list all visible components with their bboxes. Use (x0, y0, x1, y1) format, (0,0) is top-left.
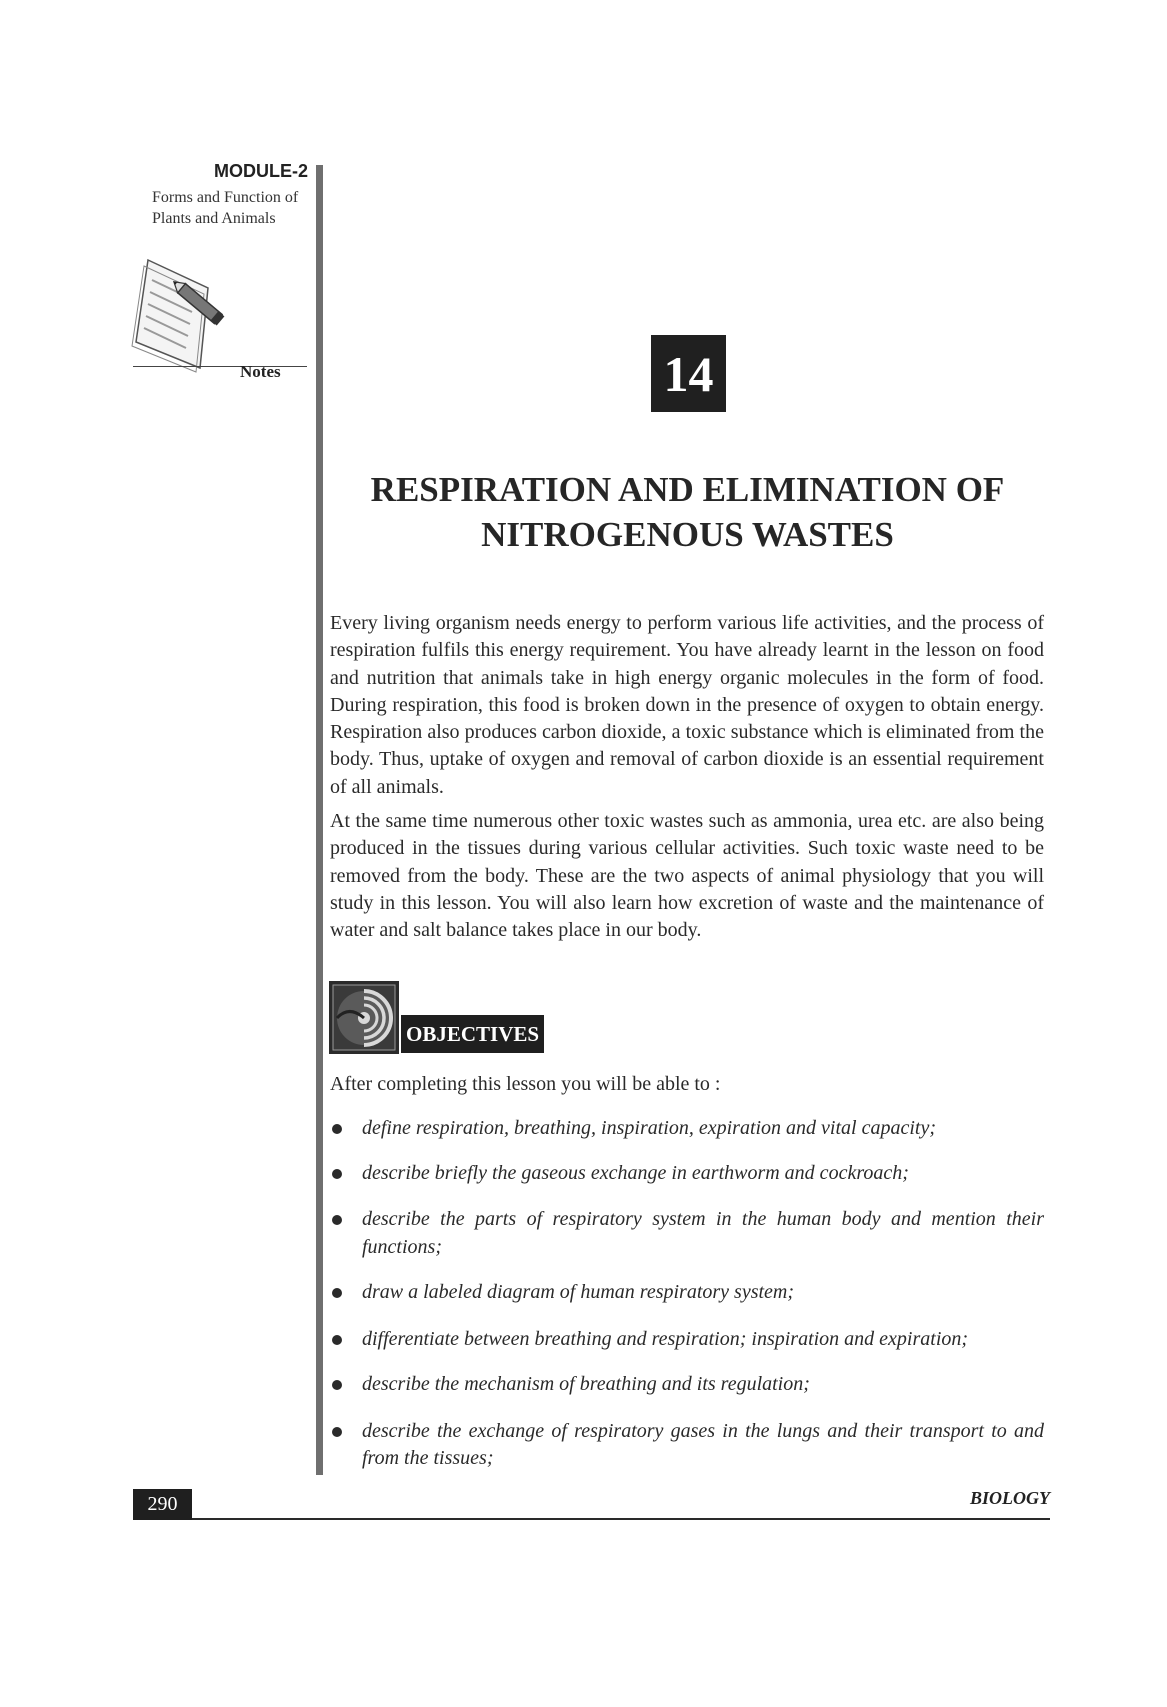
module-subtitle-line2: Plants and Animals (152, 210, 276, 227)
objective-text: describe the parts of respiratory system in the human body and mention their functions; (362, 1208, 1044, 1258)
module-subtitle (120, 187, 310, 229)
chapter-title-line2: NITROGENOUS WASTES (481, 515, 894, 554)
objective-text: draw a labeled diagram of human respiratory system; (362, 1281, 795, 1303)
objective-text: describe briefly the gaseous exchange in earthworm and cockroach; (362, 1161, 909, 1184)
chapter-number: 14 (651, 335, 726, 412)
bullet-icon (332, 1288, 342, 1298)
bullet-icon (332, 1335, 342, 1345)
bullet-icon (332, 1380, 342, 1390)
notes-label: Notes (240, 362, 281, 381)
objectives-target-icon (329, 981, 399, 1054)
bullet-icon (332, 1215, 342, 1225)
module-title: MODULE-2 (214, 161, 308, 181)
objective-text: differentiate between breathing and respiration; inspiration and expiration; (362, 1327, 969, 1350)
margin-vertical-bar (316, 165, 323, 1475)
objective-item (330, 1418, 1044, 1473)
objective-item (330, 1160, 1044, 1188)
intro-paragraph-2: At the same time numerous other toxic wastes such as ammonia, urea etc. are also being produced in the tissues during various cellular activities. Such toxic waste need to be removed from the body. These are the two aspects of animal physiology that you will study in this lesson. You will also learn how excretion of waste and the maintenance of water and salt balance takes place in our body. (330, 810, 1044, 942)
objective-text: describe the exchange of respiratory gases in the lungs and their transport to and from the tissues; (362, 1419, 1044, 1469)
footer-subject: BIOLOGY (970, 1488, 1050, 1508)
objective-item (330, 1279, 1044, 1307)
footer-rule (133, 1518, 1050, 1520)
objective-item (330, 1326, 1044, 1354)
bullet-icon (332, 1169, 342, 1179)
bullet-icon (332, 1427, 342, 1437)
chapter-title (330, 467, 1045, 557)
notepad-pencil-icon (130, 250, 240, 380)
bullet-icon (332, 1124, 342, 1134)
objective-item (330, 1371, 1044, 1399)
objectives-list (330, 1115, 1044, 1473)
objective-item (330, 1115, 1044, 1143)
objective-item (330, 1206, 1044, 1261)
objectives-intro: After completing this lesson you will be able to : (330, 1073, 721, 1095)
intro-paragraph-1: Every living organism needs energy to perform various life activities, and the process of respiration fulfils this energy requirement. You have already learnt in the lesson on food and nutrition that animals take in high energy organic molecules in the form of food. During respiration, this food is broken down in the presence of oxygen to obtain energy. Respiration also produces carbon dioxide, a toxic substance which is eliminated from the body. Thus, uptake of oxygen and removal of carbon dioxide is an essential requirement of all animals. (330, 612, 1044, 798)
module-subtitle-line1: Forms and Function of (152, 189, 299, 206)
objective-text: describe the mechanism of breathing and its regulation; (362, 1373, 810, 1395)
objective-text: define respiration, breathing, inspiration, expiration and vital capacity; (362, 1117, 937, 1139)
page-number: 290 (133, 1489, 192, 1520)
objectives-heading: OBJECTIVES (401, 1015, 544, 1053)
chapter-title-line1: RESPIRATION AND ELIMINATION OF (370, 470, 1005, 509)
